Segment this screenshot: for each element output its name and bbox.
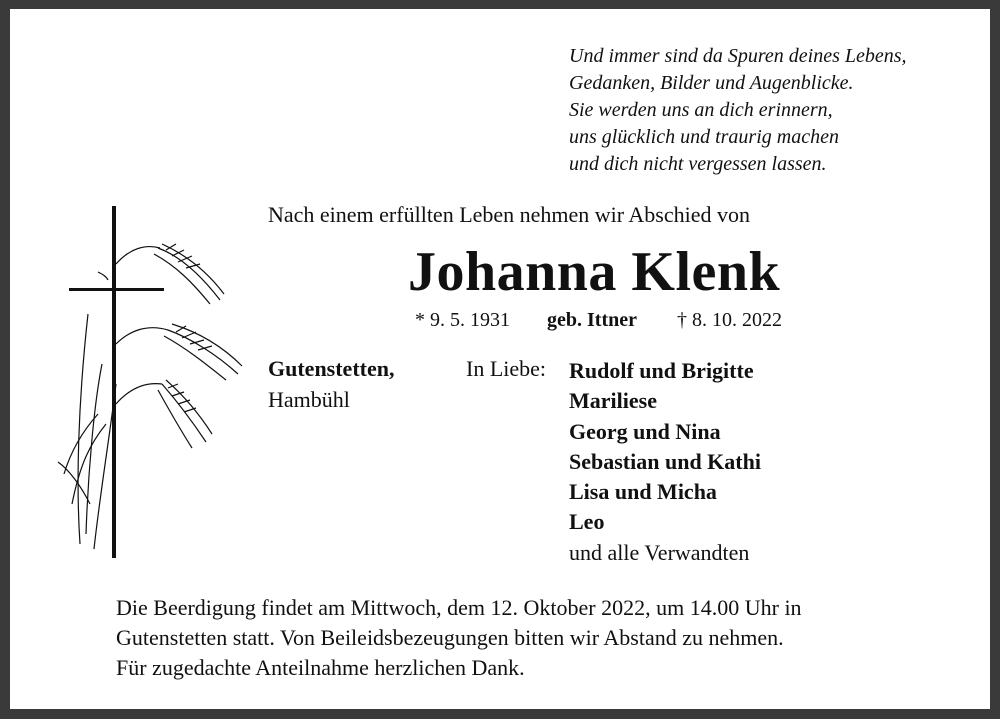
funeral-line: Für zugedachte Anteilnahme herzlichen Dank.: [116, 655, 525, 680]
mourner-item: Mariliese: [569, 388, 657, 414]
relatives-line: und alle Verwandten: [569, 539, 750, 565]
maiden-name: geb. Ittner: [547, 309, 637, 331]
death-date: † 8. 10. 2022: [677, 309, 782, 331]
poem-line: und dich nicht vergessen lassen.: [569, 153, 827, 175]
place-main: Gutenstetten,: [268, 356, 395, 381]
mourner-item: Georg und Nina: [569, 418, 721, 444]
life-dates: [415, 309, 782, 332]
poem-line: Gedanken, Bilder und Augenblicke.: [569, 72, 854, 94]
poem-line: Und immer sind da Spuren deines Lebens,: [569, 45, 907, 67]
poem-line: uns glücklich und traurig machen: [569, 126, 839, 148]
memorial-poem: [569, 43, 907, 178]
cross-icon: [69, 206, 164, 558]
deceased-name: Johanna Klenk: [408, 241, 781, 303]
place-secondary: Hambühl: [268, 387, 350, 412]
cross-wheat-artwork: [50, 204, 250, 574]
obituary-card: [10, 9, 990, 709]
funeral-line: Gutenstetten statt. Von Beileidsbezeugungen bitten wir Abstand zu nehmen.: [116, 625, 784, 650]
love-label: In Liebe:: [466, 356, 547, 381]
mourner-item: Sebastian und Kathi: [569, 448, 761, 474]
mourners-list: [569, 356, 761, 568]
mourner-item: Rudolf und Brigitte: [569, 358, 754, 383]
mourner-item: Lisa und Micha: [569, 479, 717, 505]
poem-line: Sie werden uns an dich erinnern,: [569, 99, 833, 121]
farewell-intro: Nach einem erfüllten Leben nehmen wir Abschied von: [268, 202, 751, 227]
mourner-item: Leo: [569, 509, 605, 535]
funeral-notice: [116, 593, 802, 683]
birth-date: * 9. 5. 1931: [415, 309, 510, 331]
funeral-line: Die Beerdigung findet am Mittwoch, dem 12. Oktober 2022, um 14.00 Uhr in: [116, 595, 802, 620]
